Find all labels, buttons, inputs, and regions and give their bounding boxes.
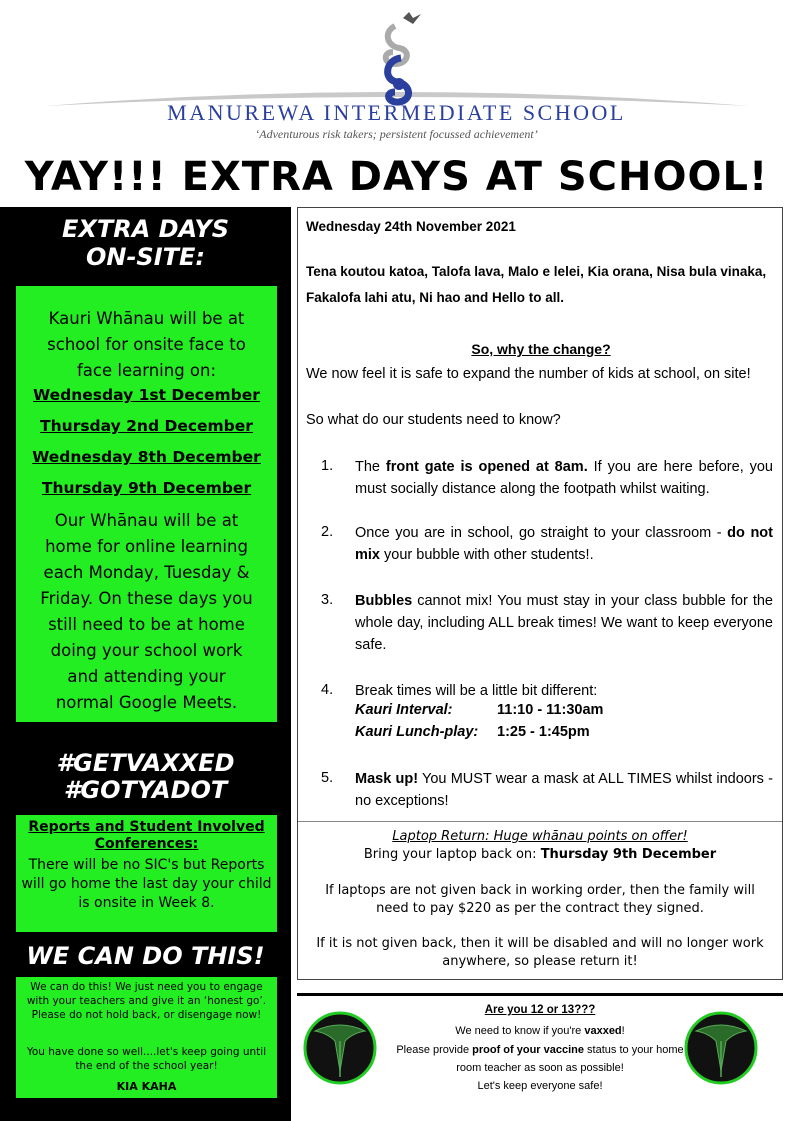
vaccine-bold: proof of your vaccine xyxy=(472,1044,584,1056)
onsite-date: Thursday 2nd December xyxy=(40,417,253,435)
vaccine-line-1 xyxy=(380,1025,700,1037)
vaxxed-hashtags xyxy=(0,750,291,804)
bottom-divider xyxy=(297,993,783,996)
school-motto: ‘Adventurous risk takers; persistent focussed achievement’ xyxy=(255,127,538,141)
list-number: 2. xyxy=(321,524,334,540)
online-line: home for online learning xyxy=(45,537,248,556)
list-item xyxy=(355,590,773,656)
vaccine-text: Please provide xyxy=(396,1044,473,1056)
vaccine-line-3: room teacher as soon as possible! xyxy=(456,1062,624,1074)
onsite-date: Thursday 9th December xyxy=(41,479,252,497)
laptop-cost-text: If laptops are not given back in working order, then the family will need to pay $220 as per the contract they signed. xyxy=(325,883,755,916)
letter-greeting: Tena koutou katoa, Talofa lava, Malo e lelei, Kia orana, Nisa bula vinaka, Fakalofa lahi atu, Ni hao and Hello to all. xyxy=(306,264,767,305)
laptop-disable-text: If it is not given back, then it will be disabled and will no longer work anywhere, so please return it! xyxy=(316,936,764,969)
we-can-do-this-text: We can do this! We just need you to engage with your teachers and give it an ‘honest go’. Please do not hold back, or disengage now! xyxy=(26,981,267,1021)
online-line: and attending your xyxy=(67,667,226,686)
item-text: The xyxy=(355,459,386,475)
online-line: each Monday, Tuesday & xyxy=(43,563,250,582)
laptop-divider xyxy=(298,821,782,822)
online-line: normal Google Meets. xyxy=(55,693,238,712)
lunch-time: 1:25 - 1:45pm xyxy=(497,724,590,740)
list-item xyxy=(355,522,773,566)
vaccine-line-2 xyxy=(380,1044,700,1056)
page-title: YAY!!! EXTRA DAYS AT SCHOOL! xyxy=(24,154,769,200)
extra-days-heading-line-2: ON-SITE: xyxy=(85,243,206,271)
students-question: So what do our students need to know? xyxy=(306,412,561,428)
item-text: cannot mix! You must stay in your class bubble for the whole day, including ALL break times! We want to keep everyone safe. xyxy=(355,593,773,653)
school-logo-icon xyxy=(365,8,435,108)
item-text: Once you are in school, go straight to your classroom - xyxy=(355,525,728,541)
online-line: Our Whānau will be at xyxy=(54,511,239,530)
reports-heading xyxy=(16,819,277,853)
vaccine-line-4: Let's keep everyone safe! xyxy=(477,1080,603,1092)
vaccine-text: status to your home xyxy=(584,1044,684,1056)
onsite-date: Wednesday 8th December xyxy=(32,448,261,466)
list-item xyxy=(355,456,773,500)
laptop-return-heading: Laptop Return: Huge whānau points on offer! xyxy=(392,829,688,844)
list-item xyxy=(355,768,773,812)
reports-heading-text: Reports and Student Involved Conferences xyxy=(28,819,265,852)
lunch-label: Kauri Lunch-play: xyxy=(355,724,479,740)
reports-heading-colon: : xyxy=(192,836,199,852)
intro-line-3: face learning on: xyxy=(76,361,217,380)
hashtag-getvaxxed: #GETVAXXED xyxy=(56,749,235,777)
reports-body: There will be no SIC's but Reports will go home the last day your child is onsite in Week 8. xyxy=(21,857,272,911)
intro-line-1: Kauri Whānau will be at xyxy=(48,309,245,328)
extra-days-heading-line-1: EXTRA DAYS xyxy=(61,215,230,243)
school-name: MANUREWA INTERMEDIATE SCHOOL xyxy=(167,100,626,125)
laptop-bring-date: Thursday 9th December xyxy=(540,847,717,862)
item-bold: Bubbles xyxy=(355,593,413,609)
list-item: Break times will be a little bit different: xyxy=(355,683,598,699)
item-bold: Mask up! xyxy=(355,771,419,787)
keep-going-text: You have done so well....let's keep going until the end of the school year! xyxy=(26,1046,267,1072)
list-number: 4. xyxy=(321,682,334,698)
lunch-time-row xyxy=(355,724,590,740)
onsite-date: Wednesday 1st December xyxy=(33,386,260,404)
list-number: 3. xyxy=(321,592,334,608)
laptop-bring-text: Bring your laptop back on: xyxy=(363,847,541,862)
vaccine-bold: vaxxed xyxy=(584,1025,622,1037)
we-can-do-this-heading: WE CAN DO THIS! xyxy=(26,942,265,970)
letter-date: Wednesday 24th November 2021 xyxy=(306,219,516,234)
interval-time-row xyxy=(355,702,603,718)
list-number: 5. xyxy=(321,770,334,786)
list-number: 1. xyxy=(321,458,334,474)
item-text: your bubble with other students!. xyxy=(380,547,594,563)
why-change-text: We now feel it is safe to expand the number of kids at school, on site! xyxy=(306,366,751,382)
kia-kaha-text: KIA KAHA xyxy=(116,1080,177,1093)
online-line: Friday. On these days you xyxy=(40,589,253,608)
vaccine-text: We need to know if you're xyxy=(455,1025,585,1037)
extra-days-heading xyxy=(0,215,291,271)
online-line: still need to be at home xyxy=(48,615,245,634)
why-change-heading: So, why the change? xyxy=(471,341,611,357)
item-bold: do not mix xyxy=(355,525,773,563)
fern-badge-icon xyxy=(303,1011,377,1085)
hashtag-gotyadot: #GOTYADOT xyxy=(63,776,228,804)
online-line: doing your school work xyxy=(50,641,243,660)
interval-label: Kauri Interval: xyxy=(355,702,453,718)
item-text: You MUST wear a mask at ALL TIMES whilst indoors - no exceptions! xyxy=(355,771,773,809)
item-bold: front gate is opened at 8am. xyxy=(385,459,588,475)
vaccine-text: ! xyxy=(621,1025,625,1037)
intro-line-2: school for onsite face to xyxy=(47,335,246,354)
vaccine-heading: Are you 12 or 13??? xyxy=(484,1004,596,1016)
interval-time: 11:10 - 11:30am xyxy=(497,702,604,718)
laptop-return-date xyxy=(298,847,782,862)
item-text: If you are here before, you must socially distance along the footpath whilst waiting. xyxy=(355,459,773,497)
